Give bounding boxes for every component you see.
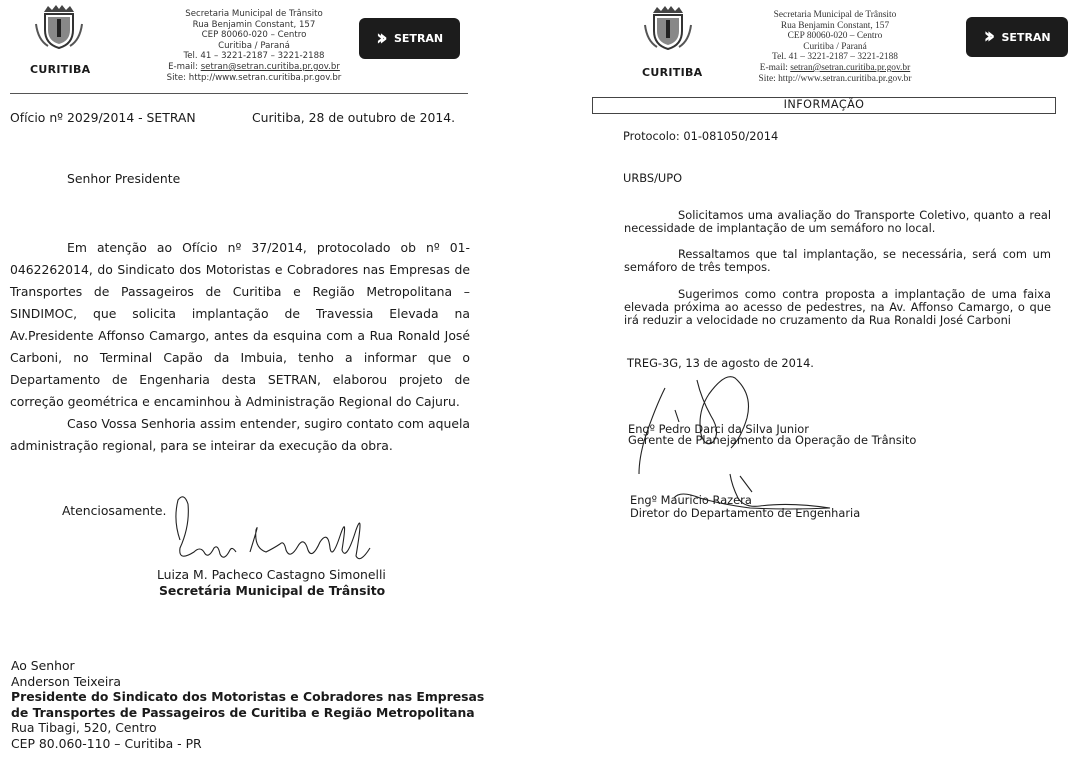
- setran-logo: ›› SETRAN: [359, 18, 460, 59]
- header-address: [718, 10, 952, 84]
- body-paragraph: Caso Vossa Senhoria assim entender, sugiro contato com aquela administração regional, para se inteirar da execução da obra.: [10, 416, 470, 453]
- city-crest-icon: [34, 4, 84, 50]
- city-label: CURITIBA: [30, 63, 91, 76]
- addressee-name: Anderson Teixeira: [11, 673, 121, 689]
- header-divider: [10, 93, 468, 94]
- salutation: Senhor Presidente: [67, 171, 181, 186]
- info-title-box: INFORMAÇÃO: [592, 97, 1056, 114]
- sig2-name: Engº Mauricio Razera: [630, 493, 752, 507]
- chevron-icon: ››: [375, 25, 382, 51]
- destination: URBS/UPO: [623, 171, 683, 185]
- header-line: CEP 80060-020 – Centro: [787, 31, 883, 42]
- header-line: Rua Benjamin Constant, 157: [780, 20, 890, 31]
- header-line: Rua Benjamin Constant, 157: [192, 19, 316, 30]
- city-label: CURITIBA: [642, 66, 703, 79]
- addressee-block: [11, 658, 484, 751]
- email-link[interactable]: setran@setran.curitiba.pr.gov.br: [200, 61, 340, 72]
- handwritten-signature: [170, 490, 385, 572]
- email-link[interactable]: setran@setran.curitiba.pr.gov.br: [790, 62, 911, 73]
- header-email: E-mail: setran@setran.curitiba.pr.gov.br: [759, 62, 911, 73]
- addressee-title: de Transportes de Passageiros de Curitiba e Região Metropolitana: [11, 704, 475, 720]
- addressee-line: Ao Senhor: [11, 658, 75, 673]
- signer-title: Secretária Municipal de Trânsito: [159, 583, 386, 598]
- closing: Atenciosamente.: [62, 503, 167, 518]
- info-paragraph: Ressaltamos que tal implantação, se necessária, será com um semáforo de três tempos.: [624, 247, 1051, 274]
- header-site: Site: http://www.setran.curitiba.pr.gov.br: [166, 72, 342, 83]
- city-crest-icon: [643, 5, 693, 51]
- header-line: Curitiba / Paraná: [803, 41, 867, 52]
- setran-logo: ›› SETRAN: [966, 17, 1068, 57]
- info-paragraph: Sugerimos como contra proposta a implantação de uma faixa elevada próxima ao acesso de pedestres, na Av. Affonso Camargo, o que irá reduzir a velocidade no cruzamento da Rua Ronaldi José Carboni: [624, 287, 1051, 327]
- protocol-number: Protocolo: 01-081050/2014: [623, 129, 779, 143]
- addressee-street: Rua Tibagi, 520, Centro: [11, 720, 157, 735]
- letter-reference: Ofício nº 2029/2014 - SETRAN: [10, 110, 196, 125]
- sig1-title: Gerente de Planejamento da Operação de Trânsito: [628, 433, 917, 447]
- header-line: CEP 80060-020 – Centro: [201, 30, 307, 41]
- sig2-title: Diretor do Departamento de Engenharia: [630, 506, 861, 520]
- info-date: TREG-3G, 13 de agosto de 2014.: [627, 356, 814, 370]
- info-paragraph: Solicitamos uma avaliação do Transporte Coletivo, quanto a real necessidade de implantação de um semáforo no local.: [624, 208, 1051, 235]
- letter-date: Curitiba, 28 de outubro de 2014.: [252, 110, 456, 125]
- header-line: Secretaria Municipal de Trânsito: [185, 9, 323, 19]
- header-line: Curitiba / Paraná: [218, 40, 290, 51]
- body-paragraph: Em atenção ao Ofício nº 37/2014, protocolado ob nº 01-0462262014, do Sindicato dos Motoristas e Cobradores nas Empresas de Transportes de Passageiros de Curitiba e Região Metropolitana – SINDIMOC, que solicita implantação de Travessia Elevada na Av.Presidente Affonso Camargo, antes da esquina com a Rua Ronald José Carboni, no Terminal Capão da Imbuia, tenho a informar que o Departamento de Engenharia desta SETRAN, elaborou projeto de correção geométrica e encaminhou à Administração Regional do Cajuru.: [10, 240, 470, 409]
- signer-name: Luiza M. Pacheco Castagno Simonelli: [157, 567, 386, 582]
- header-address: [140, 9, 368, 83]
- header-line: Tel. 41 – 3221-2187 – 3221-2188: [183, 51, 325, 62]
- chevron-icon: ››: [983, 24, 990, 49]
- addressee-cep: CEP 80.060-110 – Curitiba - PR: [11, 735, 202, 751]
- header-line: Tel. 41 – 3221-2187 – 3221-2188: [772, 52, 898, 63]
- header-site: Site: http://www.setran.curitiba.pr.gov.br: [758, 73, 912, 84]
- addressee-title: Presidente do Sindicato dos Motoristas e Cobradores nas Empresas: [11, 689, 485, 704]
- header-line: Secretaria Municipal de Trânsito: [773, 10, 897, 20]
- header-email: E-mail: setran@setran.curitiba.pr.gov.br: [168, 61, 340, 72]
- sig1-name: Engº Pedro Darci da Silva Junior: [628, 422, 809, 436]
